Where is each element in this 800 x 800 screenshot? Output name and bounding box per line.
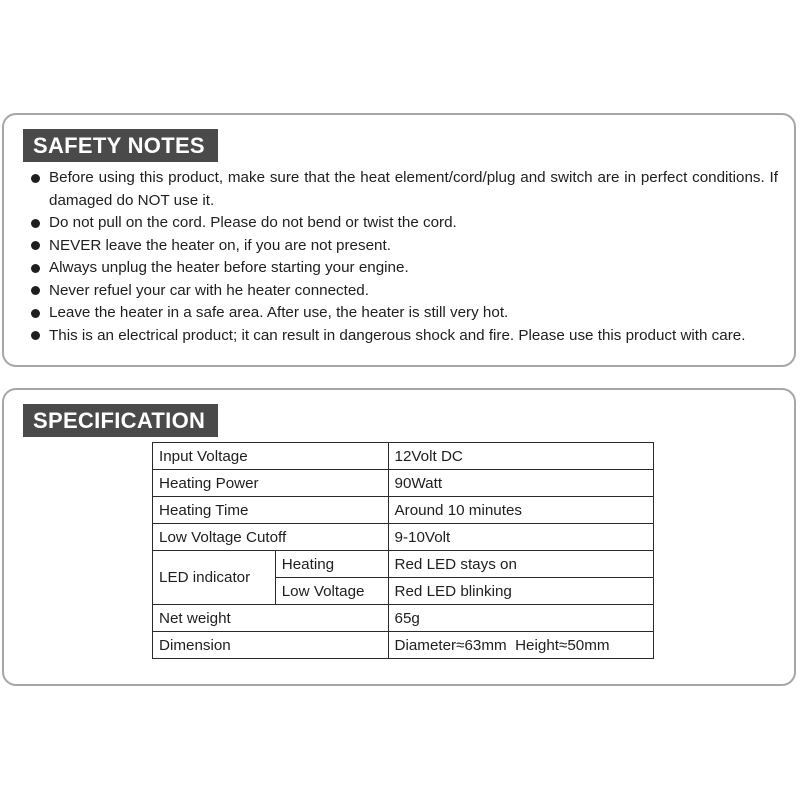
safety-notes-heading: SAFETY NOTES — [23, 129, 218, 162]
safety-notes-list — [31, 167, 778, 347]
specification-table — [152, 442, 654, 659]
table-row-input-voltage — [153, 443, 654, 470]
bullet-icon — [31, 331, 40, 340]
spec-value: 9-10Volt — [388, 524, 654, 551]
safety-note-item — [31, 257, 778, 280]
safety-note-item — [31, 325, 778, 348]
spec-value: Diameter≈63mm Height≈50mm — [388, 632, 654, 659]
spec-sublabel: Low Voltage — [275, 578, 388, 605]
safety-note-item — [31, 167, 778, 212]
table-row-dimension — [153, 632, 654, 659]
safety-note-item — [31, 302, 778, 325]
spec-value: Red LED stays on — [388, 551, 654, 578]
bullet-icon — [31, 219, 40, 228]
safety-note-text: This is an electrical product; it can result in dangerous shock and fire. Please use this product with care. — [49, 326, 746, 344]
specification-panel — [2, 388, 796, 686]
spec-value: 12Volt DC — [388, 443, 654, 470]
safety-notes-panel — [2, 113, 796, 367]
specification-heading: SPECIFICATION — [23, 404, 218, 437]
spec-label: Input Voltage — [153, 443, 389, 470]
bullet-icon — [31, 241, 40, 250]
safety-note-text: Leave the heater in a safe area. After use, the heater is still very hot. — [49, 304, 509, 321]
table-row-heating-power — [153, 470, 654, 497]
spec-label: Heating Time — [153, 497, 389, 524]
spec-label: Heating Power — [153, 470, 389, 497]
safety-note-text: Always unplug the heater before starting your engine. — [49, 259, 409, 276]
safety-note-text: Before using this product, make sure that the heat element/cord/plug and switch are in perfect conditions. If damaged do NOT use it. — [49, 169, 778, 209]
safety-note-text: NEVER leave the heater on, if you are not present. — [49, 236, 391, 254]
spec-value: Around 10 minutes — [388, 497, 654, 524]
table-row-heating-time — [153, 497, 654, 524]
safety-note-item — [31, 212, 778, 235]
table-row-low-voltage-cutoff — [153, 524, 654, 551]
spec-value: 65g — [388, 605, 654, 632]
table-row-net-weight — [153, 605, 654, 632]
table-row-led-heating — [153, 551, 654, 578]
safety-note-text: Never refuel your car with he heater connected. — [49, 281, 369, 299]
spec-value: 90Watt — [388, 470, 654, 497]
bullet-icon — [31, 174, 40, 183]
spec-label: Low Voltage Cutoff — [153, 524, 389, 551]
safety-note-item — [31, 280, 778, 303]
spec-label: Net weight — [153, 605, 389, 632]
spec-value: Red LED blinking — [388, 578, 654, 605]
bullet-icon — [31, 309, 40, 318]
bullet-icon — [31, 286, 40, 295]
spec-label: LED indicator — [153, 551, 276, 605]
bullet-icon — [31, 264, 40, 273]
safety-note-item — [31, 235, 778, 258]
spec-sublabel: Heating — [275, 551, 388, 578]
spec-label: Dimension — [153, 632, 389, 659]
safety-note-text: Do not pull on the cord. Please do not bend or twist the cord. — [49, 214, 457, 231]
